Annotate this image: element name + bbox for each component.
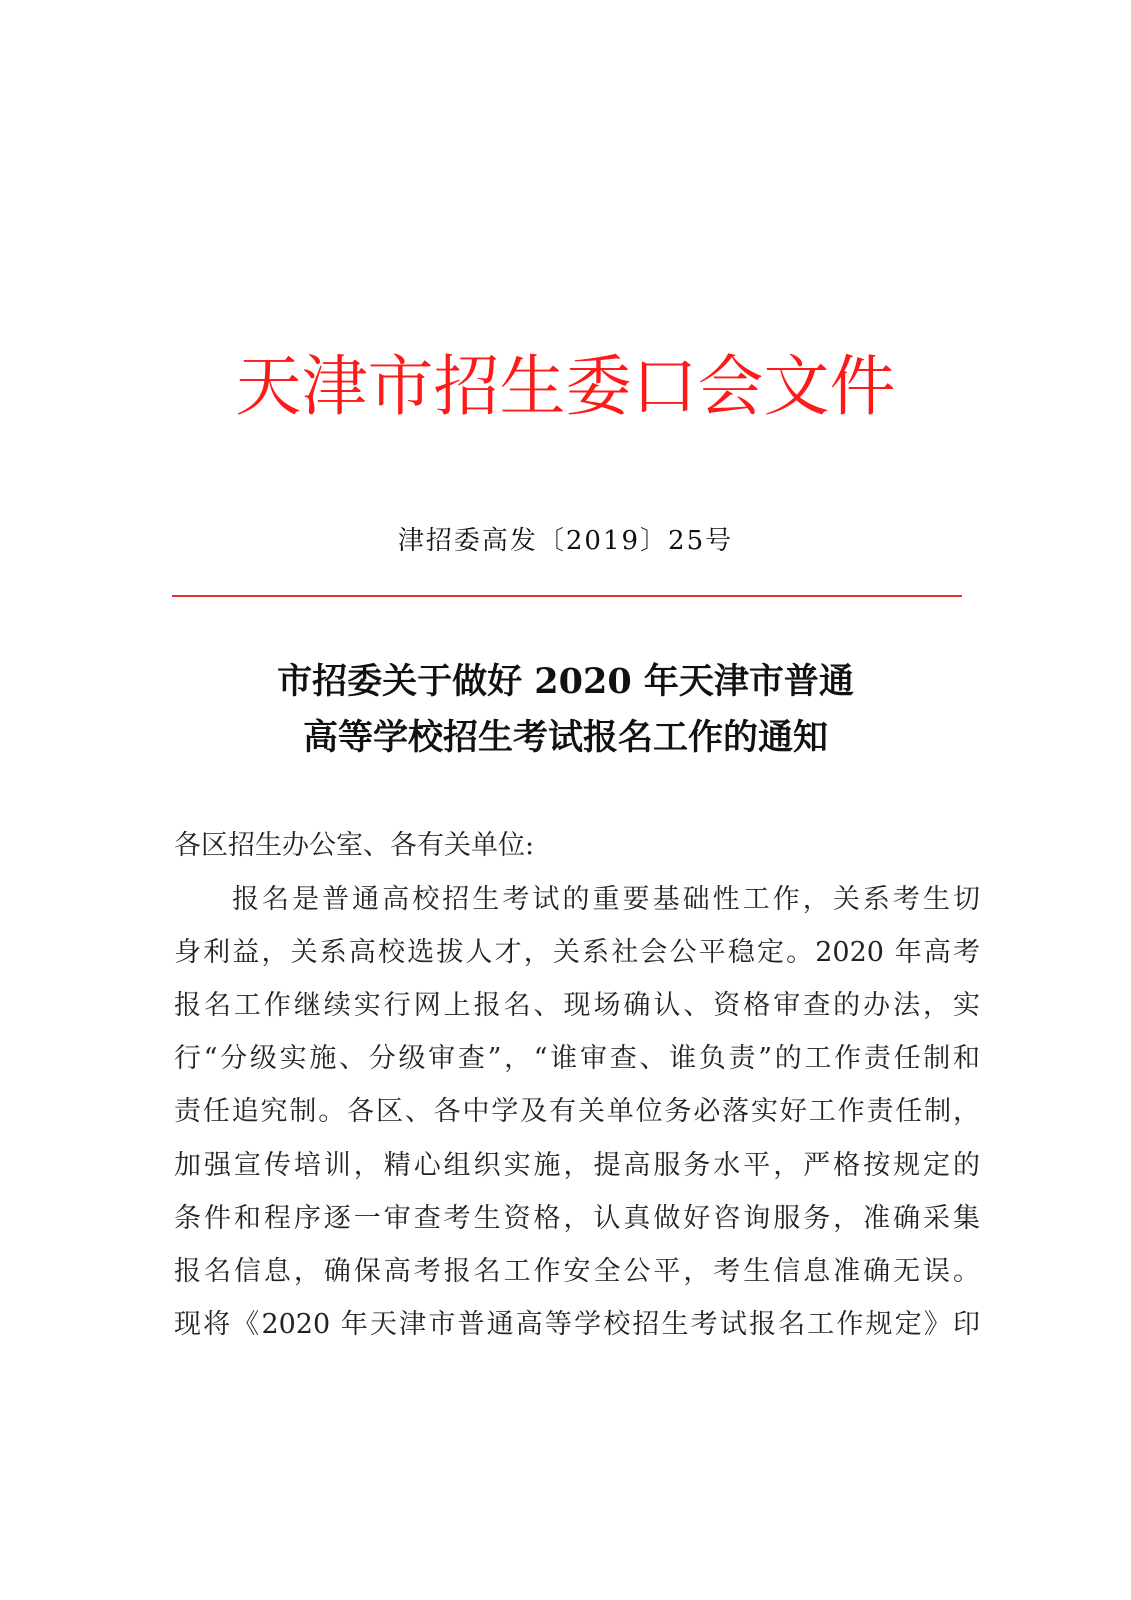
notice-title-line-1: 市招委关于做好 2020 年天津市普通 (277, 661, 854, 702)
document-number: 津招委高发〔2019〕25号 (397, 526, 734, 556)
issuer-header: 天津市招生委口会文件 (235, 348, 896, 425)
body-line-4: 行“分级实施、分级审查”，“谁审查、谁负责”的工作责任制和 (174, 1043, 980, 1074)
salutation: 各区招生办公室、各有关单位: (174, 830, 535, 861)
body-line-5: 责任追究制。各区、各中学及有关单位务必落实好工作责任制， (174, 1096, 980, 1127)
body-line-6: 加强宣传培训，精心组织实施，提高服务水平，严格按规定的 (174, 1150, 980, 1181)
red-divider (172, 595, 962, 597)
body-line-3: 报名工作继续实行网上报名、现场确认、资格审查的办法，实 (174, 990, 980, 1021)
body-line-7: 条件和程序逐一审查考生资格，认真做好咨询服务，准确采集 (174, 1203, 980, 1234)
body-line-8: 报名信息，确保高考报名工作安全公平，考生信息准确无误。 (174, 1256, 980, 1287)
body-line-1: 报名是普通高校招生考试的重要基础性工作，关系考生切 (232, 884, 980, 915)
notice-title-line-2: 高等学校招生考试报名工作的通知 (302, 717, 828, 758)
body-line-9: 现将《2020 年天津市普通高等学校招生考试报名工作规定》印 (174, 1309, 980, 1340)
body-line-2: 身利益，关系高校选拔人才，关系社会公平稳定。2020 年高考 (174, 937, 980, 968)
